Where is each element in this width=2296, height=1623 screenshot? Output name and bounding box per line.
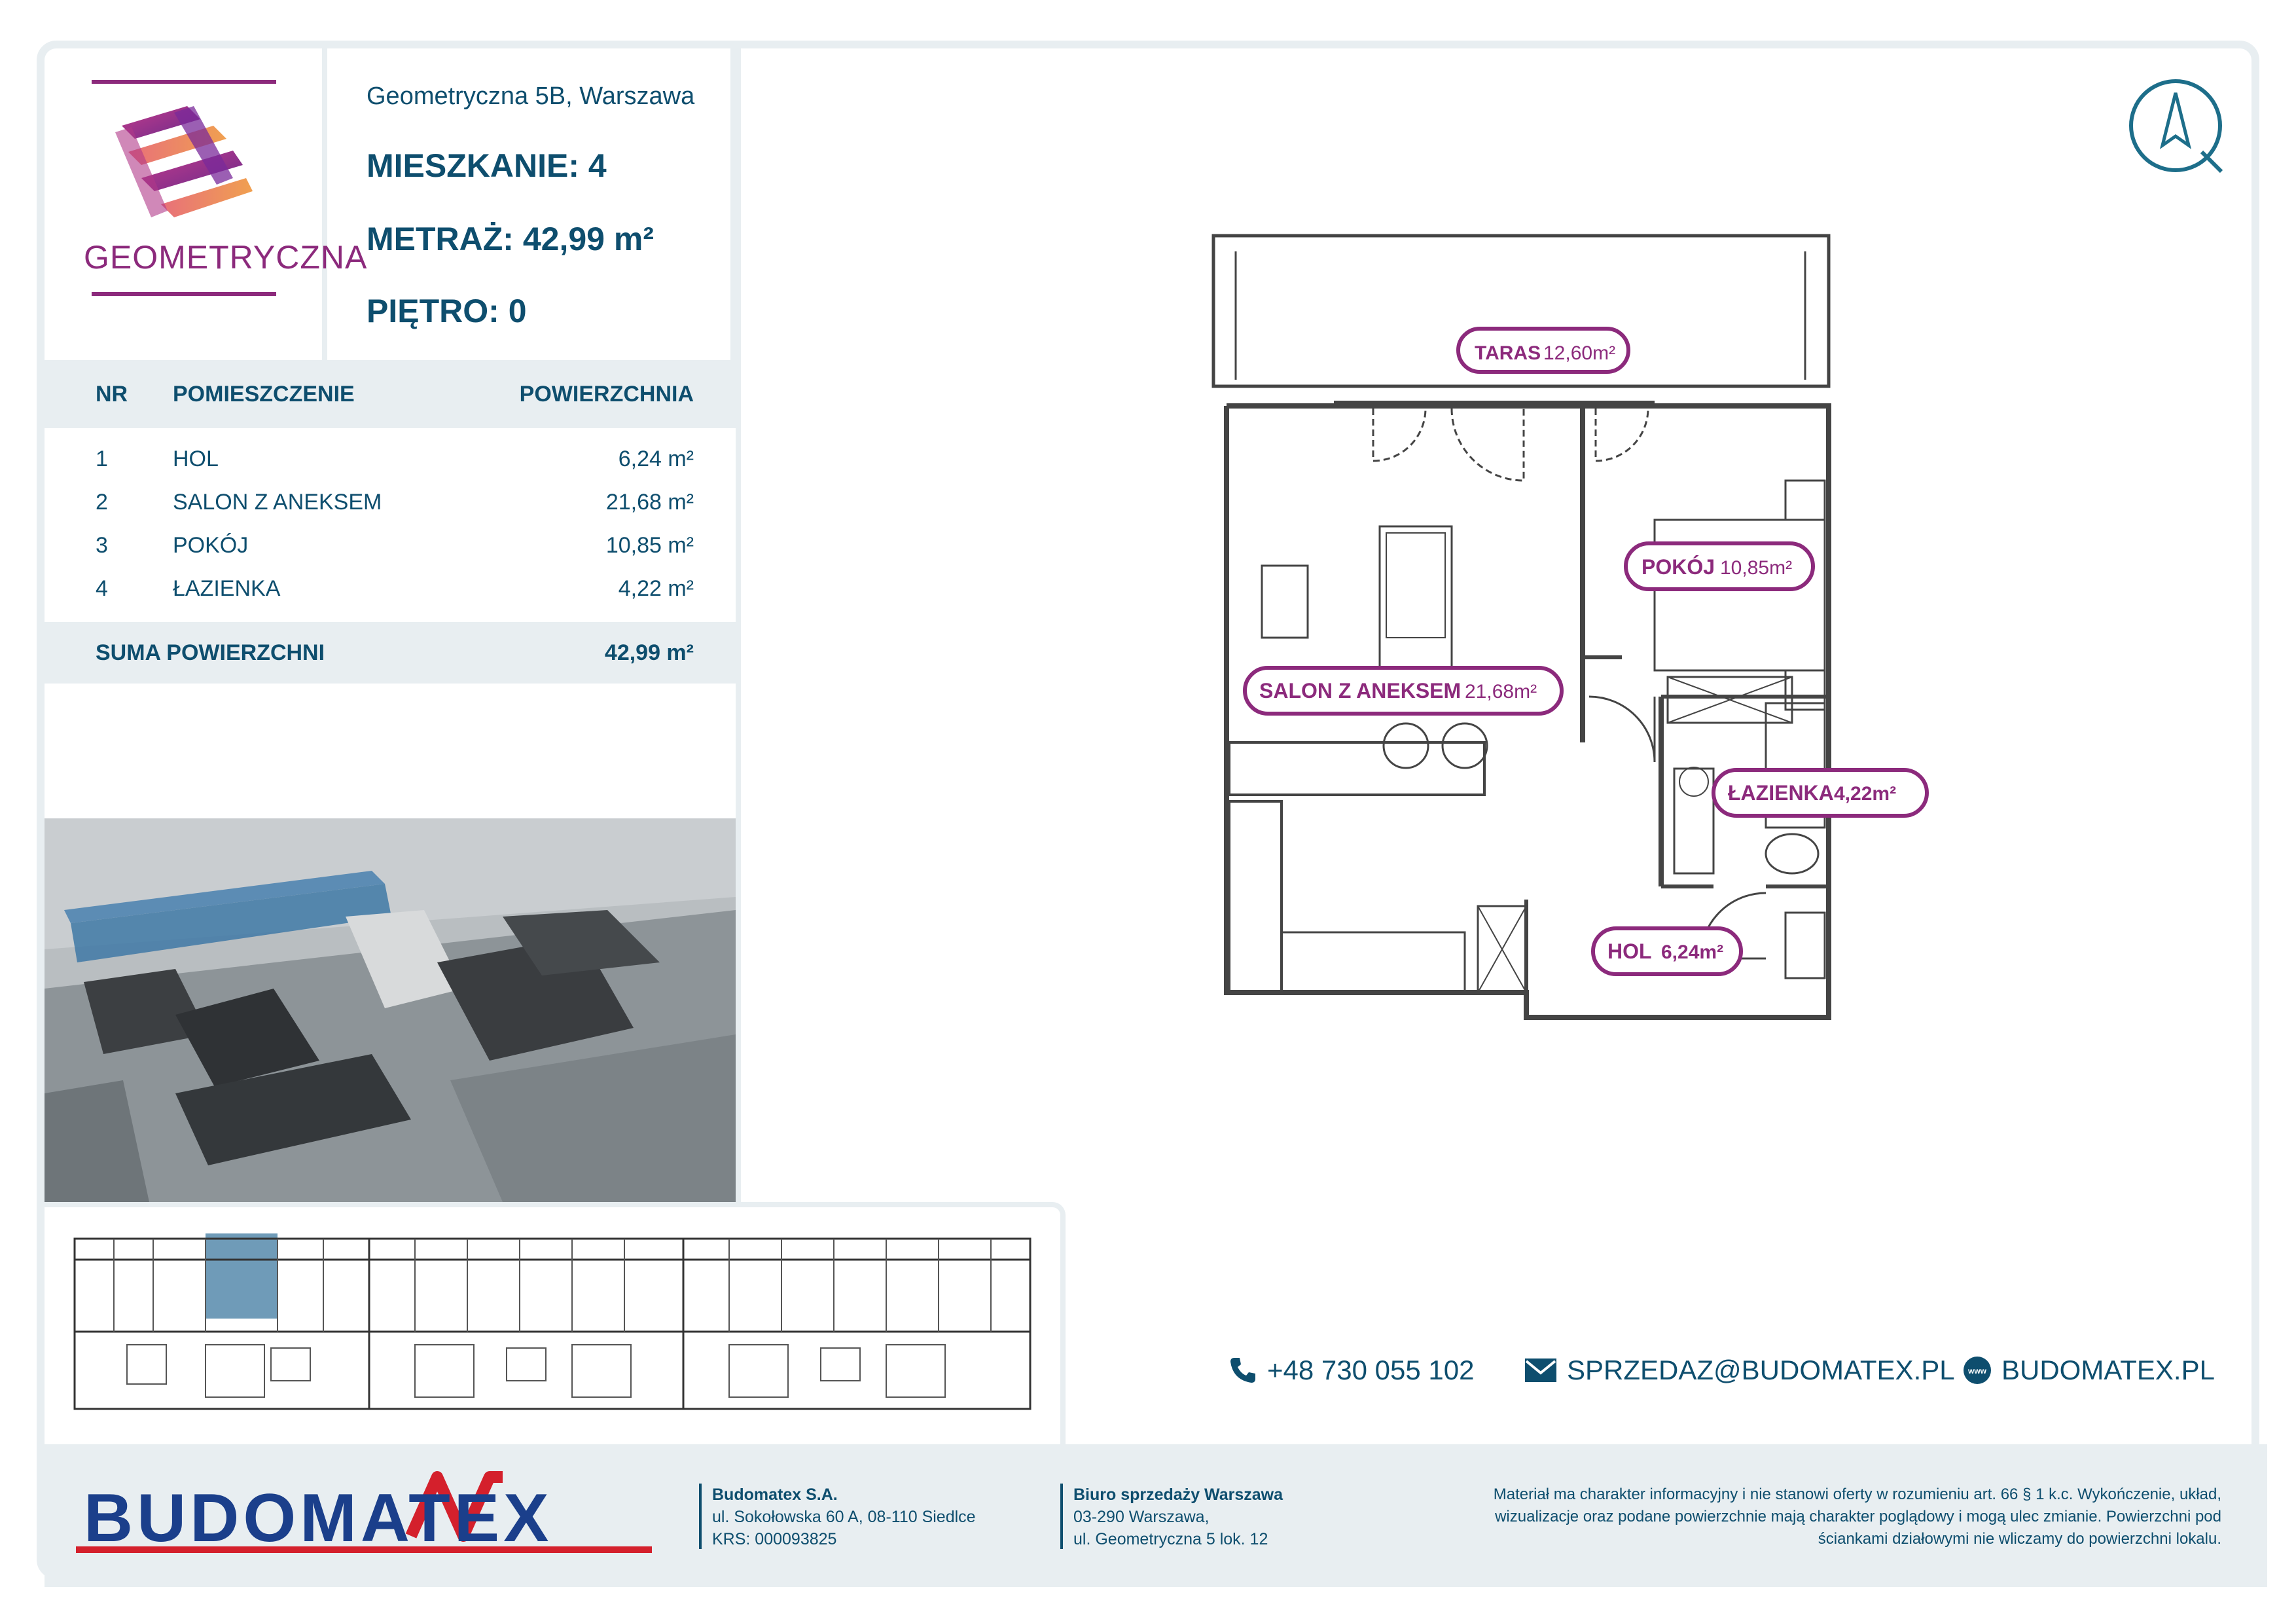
logo-text: GEOMETRYCZNA: [84, 239, 368, 276]
row-area: 10,85 m²: [605, 532, 694, 558]
apartment-area: [367, 220, 654, 258]
row-room: ŁAZIENKA: [173, 575, 281, 601]
contact-phone[interactable]: [1228, 1355, 1474, 1386]
budomatex-brand-text: BUDOMATEX: [84, 1480, 553, 1556]
aerial-visualization: [45, 818, 736, 1202]
company-info: [712, 1484, 976, 1550]
plan-label-lazienka-area: 4,22m²: [1834, 783, 1897, 805]
company-krs: KRS: 000093825: [712, 1530, 837, 1548]
row-room: HOL: [173, 446, 219, 471]
plan-label-hol-area: 6,24m²: [1661, 941, 1724, 963]
disclaimer: [1449, 1484, 2221, 1550]
budomatex-logo: [71, 1464, 660, 1562]
disclaimer-line: ściankami działowymi nie wliczamy do powierzchni lokalu.: [1818, 1530, 2221, 1548]
key-plan: [62, 1233, 1043, 1430]
contact-email[interactable]: [1524, 1355, 1955, 1386]
table-row: [45, 481, 736, 524]
phone-icon: [1228, 1355, 1258, 1385]
apartment-number: [367, 147, 607, 185]
contact-website[interactable]: [1962, 1355, 2215, 1386]
plan-label-salon-area: 21,68m²: [1465, 681, 1537, 702]
svg-text:www: www: [1967, 1366, 1987, 1376]
geometryczna-logo-icon: [102, 100, 266, 230]
table-row: [45, 567, 736, 610]
website-link[interactable]: BUDOMATEX.PL: [2001, 1355, 2215, 1385]
header-nr: NR: [96, 381, 128, 407]
compass-icon: [2123, 73, 2228, 178]
row-area: 6,24 m²: [618, 446, 694, 471]
area-value: 42,99 m²: [522, 221, 654, 257]
office-info: [1073, 1484, 1283, 1550]
plan-label-taras-name: TARAS: [1475, 342, 1541, 364]
office-street: ul. Geometryczna 5 lok. 12: [1073, 1530, 1268, 1548]
company-name: Budomatex S.A.: [712, 1486, 838, 1504]
row-nr: 4: [96, 575, 108, 601]
plan-label-pokoj-name: POKÓJ: [1641, 555, 1715, 579]
floor-value: 0: [508, 293, 527, 329]
table-row: [45, 524, 736, 567]
sum-value: 42,99 m²: [604, 640, 694, 665]
row-room: SALON Z ANEKSEM: [173, 489, 382, 515]
www-globe-icon: [1962, 1355, 1992, 1385]
rooms-table-header: [45, 360, 736, 428]
floor-label: PIĘTRO:: [367, 293, 499, 329]
header-area: POWIERZCHNIA: [519, 381, 694, 407]
sheet: [37, 41, 2259, 1579]
project-logo-panel: [45, 48, 368, 360]
phone-number[interactable]: +48 730 055 102: [1267, 1355, 1475, 1385]
row-nr: 2: [96, 489, 108, 515]
apartment-floor: [367, 292, 527, 330]
plan-label-lazienka: [1713, 770, 1927, 816]
plan-label-pokoj-area: 10,85m²: [1720, 557, 1793, 579]
rooms-table-sum: [45, 622, 736, 684]
office-name: Biuro sprzedaży Warszawa: [1073, 1486, 1283, 1504]
plan-label-salon-name: SALON Z ANEKSEM: [1259, 679, 1462, 702]
footer-divider: [1060, 1484, 1063, 1549]
office-city: 03-290 Warszawa,: [1073, 1508, 1210, 1526]
header-room: POMIESZCZENIE: [173, 381, 355, 407]
floor-plan: [1203, 225, 1897, 1037]
plan-label-salon: [1245, 668, 1562, 714]
plan-label-lazienka-name: ŁAZIENKA: [1728, 781, 1834, 805]
footer-divider: [699, 1484, 702, 1549]
plan-label-hol: [1593, 928, 1741, 974]
key-plan-frame: [45, 1202, 1066, 1444]
address: Geometryczna 5B, Warszawa: [367, 82, 695, 110]
envelope-icon: [1524, 1357, 1558, 1383]
aerial-visualization-image: [45, 818, 736, 1202]
area-label: METRAŻ:: [367, 221, 514, 257]
plan-label-taras: [1458, 329, 1628, 372]
row-area: 21,68 m²: [605, 489, 694, 515]
email-address[interactable]: SPRZEDAZ@BUDOMATEX.PL: [1567, 1355, 1955, 1385]
rooms-table: [45, 360, 736, 684]
apartment-value: 4: [588, 147, 607, 184]
row-area: 4,22 m²: [618, 575, 694, 601]
company-address: ul. Sokołowska 60 A, 08-110 Siedlce: [712, 1508, 976, 1526]
footer: [45, 1444, 2267, 1587]
disclaimer-line: wizualizacje oraz podane powierzchnie mają charakter poglądowy i mogą ulec zmianie. Powierzchni pod: [1495, 1508, 2221, 1525]
plan-label-hol-name: HOL: [1607, 939, 1652, 963]
plan-label-taras-area: 12,60m²: [1543, 342, 1616, 364]
logo-rule-top: [92, 80, 276, 84]
apartment-label: MIESZKANIE:: [367, 147, 579, 184]
logo-rule-bottom: [92, 292, 276, 296]
table-row: [45, 437, 736, 481]
rooms-table-body: [45, 428, 736, 610]
row-nr: 3: [96, 532, 108, 558]
sum-label: SUMA POWIERZCHNI: [96, 640, 325, 665]
plan-label-pokoj: [1626, 543, 1813, 589]
disclaimer-line: Materiał ma charakter informacyjny i nie stanowi oferty w rozumieniu art. 66 § 1 k.c. Wykończenie, układ,: [1493, 1486, 2221, 1503]
row-nr: 1: [96, 446, 108, 471]
apartment-info-panel: [332, 48, 736, 360]
column-divider: [736, 48, 741, 1202]
row-room: POKÓJ: [173, 532, 249, 558]
